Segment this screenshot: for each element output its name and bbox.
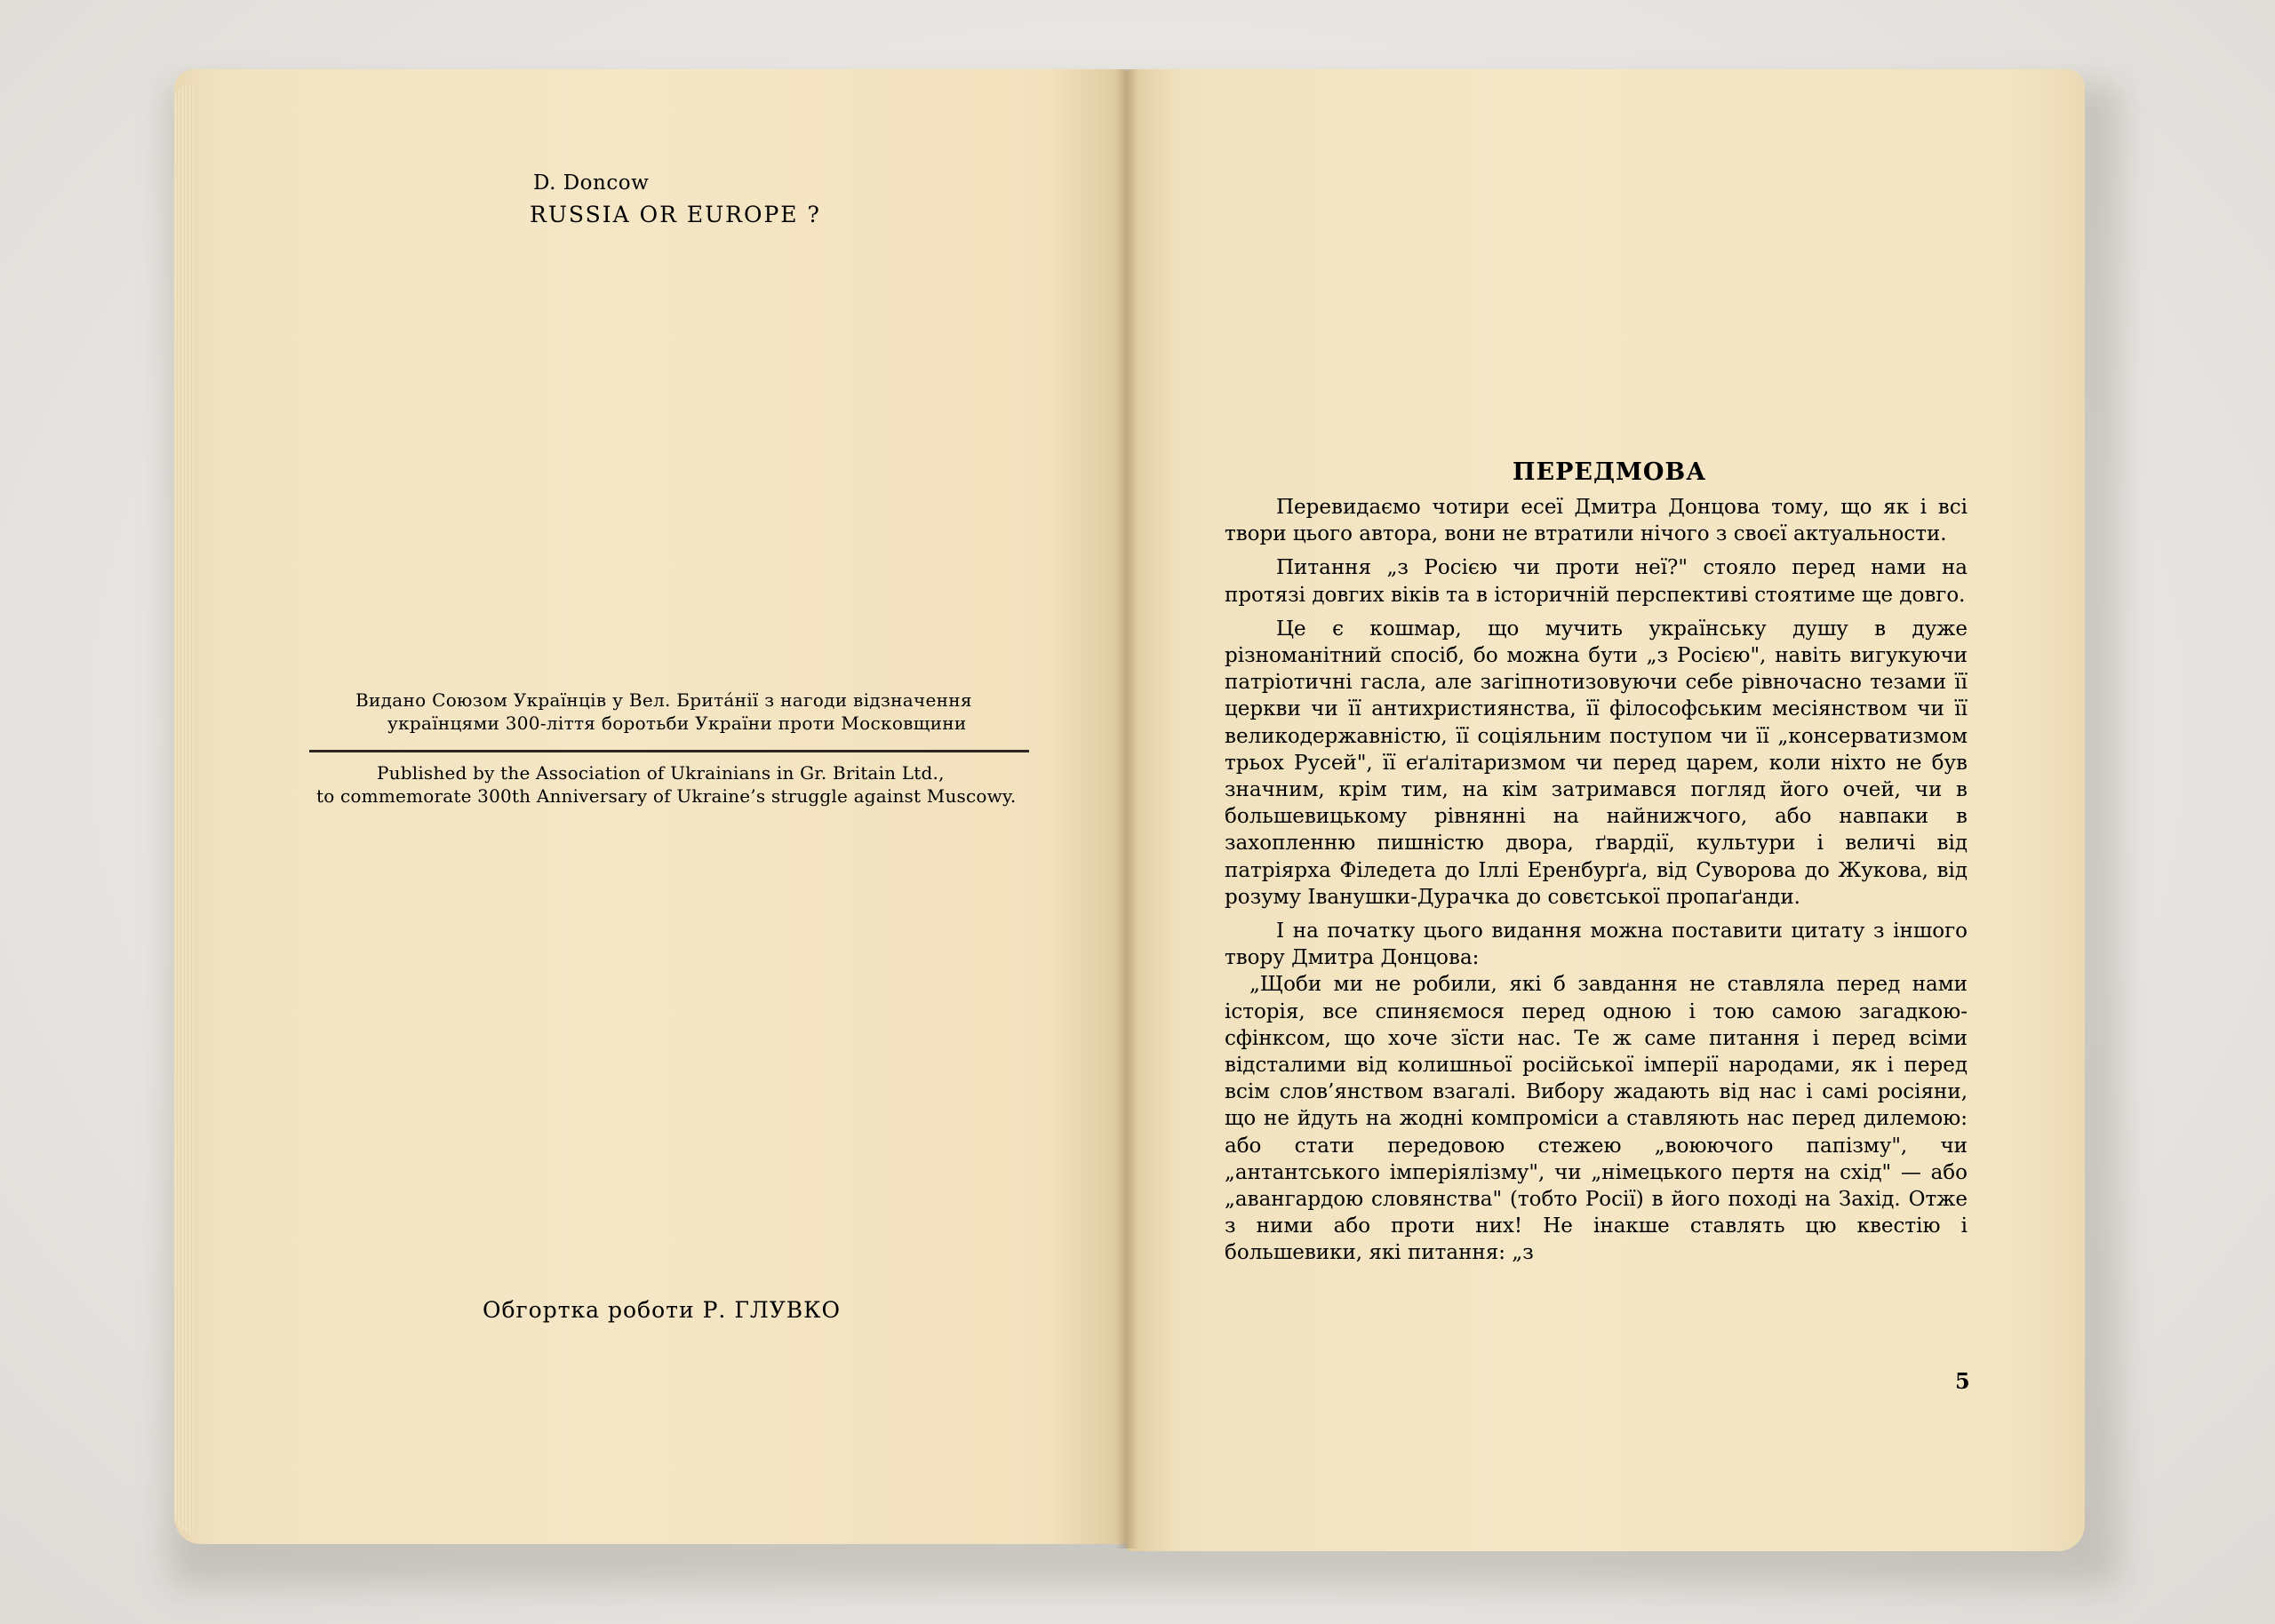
preface-paragraph: Це є кошмар, що мучить українську душу в дуже різноманітний спосіб, бо можна бути „з Росією", навіть вигукуючи патріотичні гасла, але загіпнотизовуючи себе рівночасно тезами її церкви чи її антихристиянства, її філософським месіянством чи її великодержавністю, її соціяльним поступом чи її „консерватизмом трьох Русей", її еґалітаризмом чи перед царем, коли ніхто не був значним, крім тим, на кім затримався погляд його очей, чи в большевицькому рівнянні на найнижчого, або навпаки в захопленню пишністю двора, ґвардії, культури і величі від патріярха Філедета до Іллі Еренбурґа, від Суворова до Жукова, від розуму Іванушки-Дурачка до совєтської пропаґанди. [1225,617,1968,909]
divider-rule [309,750,1029,752]
page-number: 5 [1955,1368,1970,1394]
publisher-note-english-line-1: Published by the Association of Ukrainians in Gr. Britain Ltd., [377,762,945,784]
author-name: D. Doncow [533,171,650,195]
preface-paragraph: І на початку цього видання можна поставити цитату з іншого твору Дмитра Донцова: [1225,919,1968,970]
left-page [174,69,1127,1544]
preface-heading: ПЕРЕДМОВА [1513,458,1707,486]
book-title: RUSSIA OR EUROPE ? [530,202,821,227]
preface-paragraph: Питання „з Росією чи проти неї?" стояло перед нами на протязі довгих віків та в історичній перспективі стоятиме ще довго. [1225,556,1968,607]
preface-paragraph: Перевидаємо чотири есеї Дмитра Донцова тому, що як і всі твори цього автора, вони не втратили нічого з своєї актуальности. [1225,496,1968,546]
page-edges [174,85,194,1533]
publisher-note-ukrainian-line-2: українцями 300-ліття боротьби України проти Московщини [387,712,967,734]
cover-credit: Обгортка роботи Р. ГЛУВКО [483,1297,842,1323]
preface-body [1225,494,1968,1274]
preface-quote: „Щоби ми не робили, які б завдання не ставляла перед нами історія, все спиняємося перед одною і тою самою загадкою-сфінксом, що хоче зїсти нас. Те ж саме питання і перед всіми відсталими від колишньої російської імперії народами, як і перед всім слов’янством взагалі. Вибору жадають від нас і самі росіяни, що не йдуть на жодні компроміси а ставляють нас перед дилемою: або стати передовою стежею „воюючого папізму", чи „антантського імперіялізму", чи „німецького пертя на схід" — або „авангардою словянства" (тобто Росії) в його поході на Захід. Отже з ними або проти них! Не інакше ставлять цю квестію і большевики, які питання: „з [1225,973,1968,1265]
publisher-note-ukrainian-line-1: Видано Союзом Українців у Вел. Бритáнії з нагоди відзначення [355,689,972,711]
publisher-note-english-line-2: to commemorate 300th Anniversary of Ukraine’s struggle against Muscowy. [316,785,1017,807]
book-gutter [1115,69,1138,1548]
